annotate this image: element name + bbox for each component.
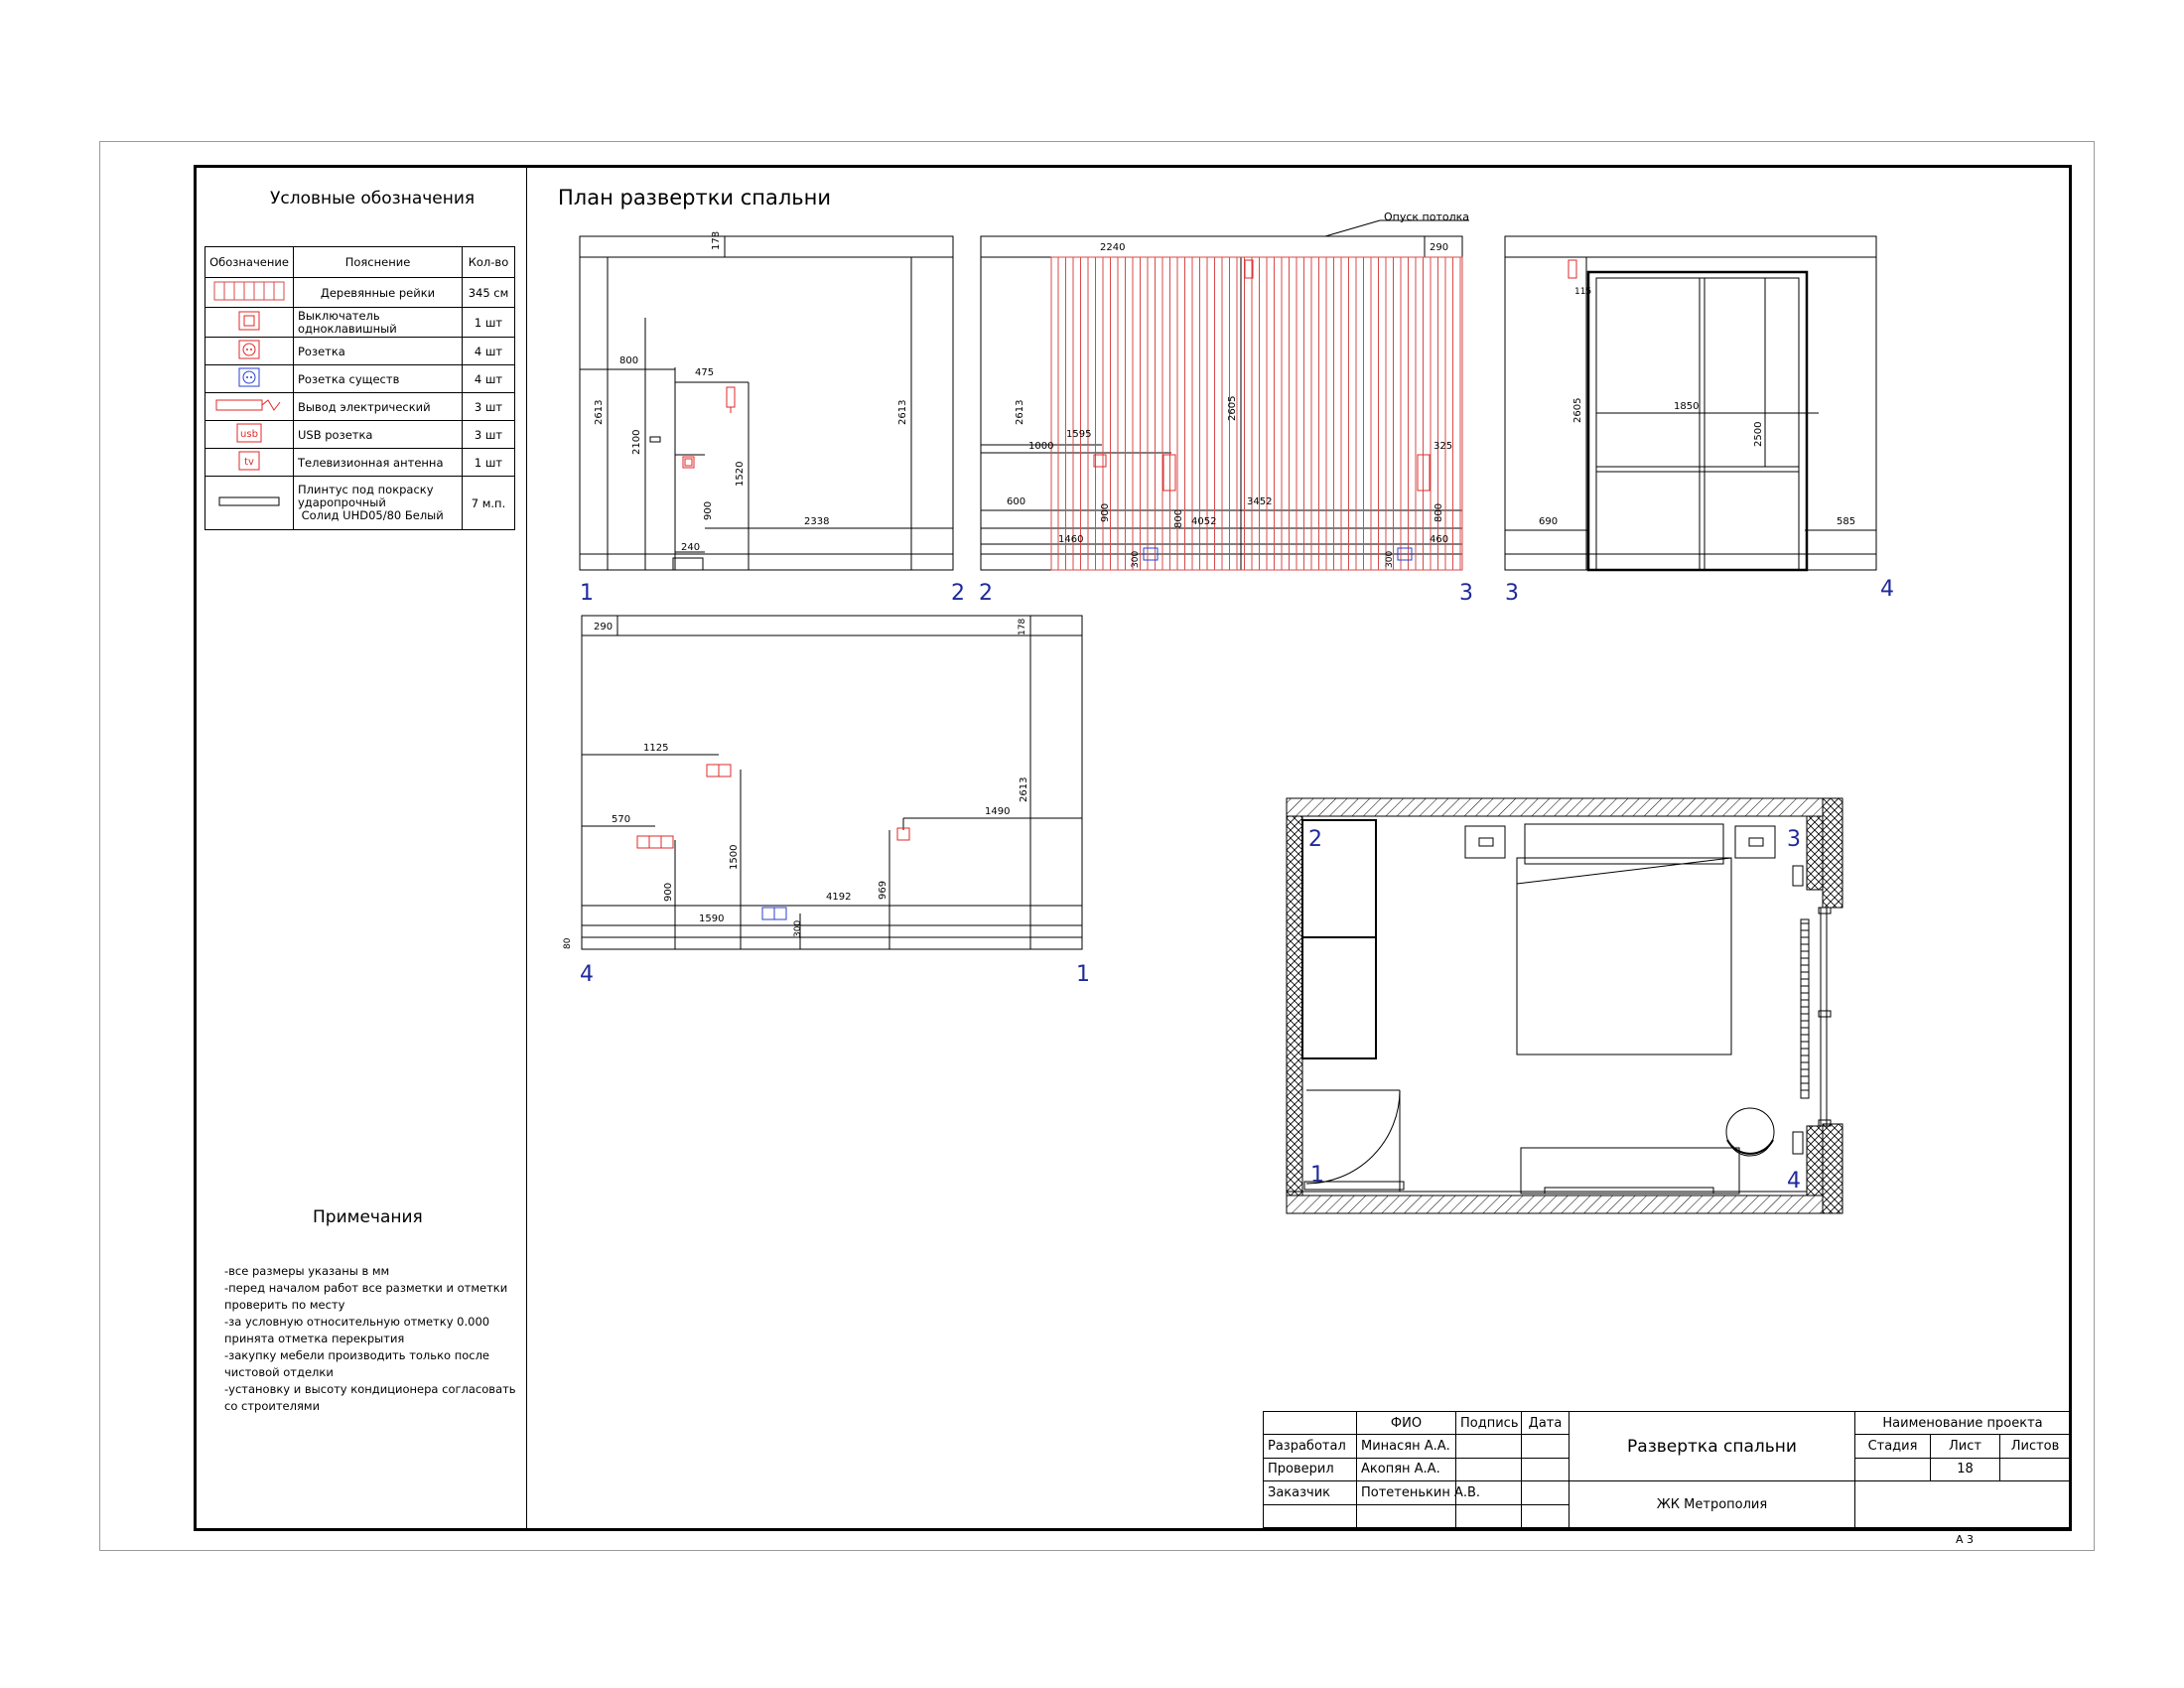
stamp-stage-value	[1855, 1458, 1931, 1480]
legend-text: Деревянные рейки	[294, 278, 463, 308]
dim-label: 690	[1539, 516, 1559, 527]
dim-label: 178	[711, 230, 722, 250]
stamp-company-cell	[1855, 1481, 2071, 1528]
dim-label: 570	[612, 814, 631, 825]
dim-label: 475	[695, 367, 715, 378]
dim-label: 300	[1385, 550, 1395, 568]
dim-label: 2613	[1019, 776, 1029, 802]
dim-label: 2240	[1100, 242, 1126, 253]
legend-text: Розетка существ	[294, 365, 463, 393]
stamp-empty	[1357, 1504, 1456, 1527]
dim-label: 600	[1007, 496, 1026, 507]
dim-label: 2338	[804, 516, 830, 527]
wall-label: 4	[1880, 577, 1894, 602]
title-block	[1263, 1411, 2071, 1528]
dim-label: 900	[1100, 502, 1111, 522]
dim-label: 1000	[1028, 441, 1054, 452]
stamp-sheet-number: 18	[1931, 1458, 2000, 1480]
stamp-project-name-header: Наименование проекта	[1855, 1412, 2071, 1435]
dim-label: 2605	[1572, 397, 1583, 423]
dim-label: 1500	[729, 844, 740, 870]
legend-qty: 3 шт	[463, 393, 515, 421]
stamp-date-cell	[1522, 1481, 1570, 1504]
dim-label: 2605	[1227, 395, 1238, 421]
legend-qty: 3 шт	[463, 421, 515, 449]
floor-plan	[1287, 798, 1843, 1213]
stamp-empty	[1264, 1412, 1357, 1435]
dim-label: 80	[563, 937, 573, 949]
dim-label: 1850	[1674, 401, 1700, 412]
stamp-role: Проверил	[1264, 1458, 1357, 1480]
dim-label: 290	[594, 622, 614, 633]
wall-label: 1	[580, 581, 594, 606]
ceiling-drop-note: Опуск потолка	[1384, 211, 1470, 223]
dim-label: 1590	[699, 914, 725, 924]
dim-label: 1460	[1058, 534, 1084, 545]
dim-label: 2613	[1015, 399, 1025, 425]
dim-label: 2100	[631, 429, 642, 455]
dim-label: 900	[703, 500, 714, 520]
elevation-2-devices	[1094, 260, 1430, 560]
wall-label: 1	[1076, 962, 1090, 987]
elevation-4-devices	[637, 765, 909, 919]
dim-label: 1125	[643, 743, 669, 754]
legend-header-quantity: Кол-во	[463, 247, 515, 278]
dim-label: 800	[619, 355, 639, 366]
sheet-format: А 3	[1956, 1533, 1975, 1546]
stamp-role: Разработал	[1264, 1435, 1357, 1458]
plan-point-label: 2	[1308, 827, 1322, 852]
stamp-header-signature: Подпись	[1456, 1412, 1522, 1435]
legend-text: Выключатель одноклавишный	[294, 308, 463, 338]
legend-qty: 7 м.п.	[463, 477, 515, 530]
stamp-stage-header: Стадия	[1855, 1435, 1931, 1458]
stamp-empty	[1264, 1504, 1357, 1527]
dim-label: 178	[1018, 618, 1027, 635]
legend-text: USB розетка	[294, 421, 463, 449]
dim-label: 3452	[1247, 496, 1273, 507]
dim-label: 460	[1430, 534, 1449, 545]
legend-title: Условные обозначения	[270, 189, 476, 209]
dim-label: 1595	[1066, 429, 1092, 440]
dim-label: 969	[878, 880, 888, 900]
dim-label: 4052	[1191, 516, 1217, 527]
legend-text: Телевизионная антенна	[294, 449, 463, 477]
radiator-fins	[1801, 923, 1809, 1090]
legend-qty: 4 шт	[463, 338, 515, 365]
stamp-sheet-header: Лист	[1931, 1435, 2000, 1458]
stamp-date-cell	[1522, 1458, 1570, 1480]
stamp-drawing-title: Развертка спальни	[1570, 1412, 1855, 1481]
note-item: -установку и высоту кондиционера согласовать со строителями	[224, 1382, 516, 1413]
stamp-role: Заказчик	[1264, 1481, 1357, 1504]
legend-header-symbol: Обозначение	[205, 247, 294, 278]
dim-label: 800	[1433, 502, 1444, 522]
dim-label: 900	[663, 882, 674, 902]
notes-title: Примечания	[313, 1207, 423, 1227]
svg-text:tv: tv	[244, 457, 254, 468]
wall-label: 4	[580, 962, 594, 987]
dim-label: 800	[1173, 508, 1184, 528]
dim-label: 290	[1430, 242, 1449, 253]
plan-point-label: 3	[1787, 827, 1801, 852]
dim-label: 300	[1131, 550, 1141, 568]
dim-label: 325	[1433, 441, 1453, 452]
wall-label: 3	[1505, 581, 1519, 606]
stamp-signature-cell	[1456, 1435, 1522, 1458]
stamp-name: Минасян А.А.	[1357, 1435, 1456, 1458]
stamp-header-fio: ФИО	[1357, 1412, 1456, 1435]
stamp-signature-cell	[1456, 1458, 1522, 1480]
legend-text: Плинтус под покраску ударопрочный Солид UHD05/80 Белый	[294, 477, 463, 530]
dim-label: 115	[1574, 287, 1592, 297]
dim-label: 2613	[594, 399, 605, 425]
dim-label: 2500	[1753, 421, 1764, 447]
note-item: -перед началом работ все разметки и отметки проверить по месту	[224, 1281, 508, 1312]
stamp-name: Акопян А.А.	[1357, 1458, 1456, 1480]
svg-text:usb: usb	[240, 429, 258, 440]
stamp-sheets-header: Листов	[2000, 1435, 2071, 1458]
stamp-name: Потетенькин А.В.	[1357, 1481, 1456, 1504]
wall-label: 3	[1459, 581, 1473, 606]
stamp-empty	[1456, 1504, 1522, 1527]
dim-label: 585	[1837, 516, 1856, 527]
dim-label: 300	[793, 919, 803, 937]
plan-title: План развертки спальни	[558, 186, 832, 210]
dim-label: 2613	[897, 399, 908, 425]
dim-label: 4192	[826, 892, 852, 903]
note-item: -закупку мебели производить только после чистовой отделки	[224, 1348, 490, 1379]
stamp-project: ЖК Метрополия	[1570, 1481, 1855, 1528]
note-item: -за условную относительную отметку 0.000 принята отметка перекрытия	[224, 1315, 490, 1345]
wood-slats-pattern	[1058, 257, 1460, 570]
legend-qty: 4 шт	[463, 365, 515, 393]
legend-qty: 345 см	[463, 278, 515, 308]
stamp-sheets-value	[2000, 1458, 2071, 1480]
dim-label: 240	[681, 542, 701, 553]
stamp-empty	[1522, 1504, 1570, 1527]
legend-header-description: Пояснение	[294, 247, 463, 278]
plan-point-label: 4	[1787, 1169, 1801, 1194]
stamp-header-date: Дата	[1522, 1412, 1570, 1435]
note-item: -все размеры указаны в мм	[224, 1264, 390, 1278]
legend-text: Вывод электрический	[294, 393, 463, 421]
legend-text: Розетка	[294, 338, 463, 365]
legend-qty: 1 шт	[463, 308, 515, 338]
wall-label: 2	[951, 581, 965, 606]
dim-label: 1490	[985, 806, 1011, 817]
wall-label: 2	[979, 581, 993, 606]
switch-marker	[1569, 260, 1576, 278]
stamp-date-cell	[1522, 1435, 1570, 1458]
elevation-2-3	[981, 220, 1469, 570]
dim-label: 1520	[735, 461, 746, 487]
plan-point-label: 1	[1310, 1163, 1324, 1188]
legend-qty: 1 шт	[463, 449, 515, 477]
